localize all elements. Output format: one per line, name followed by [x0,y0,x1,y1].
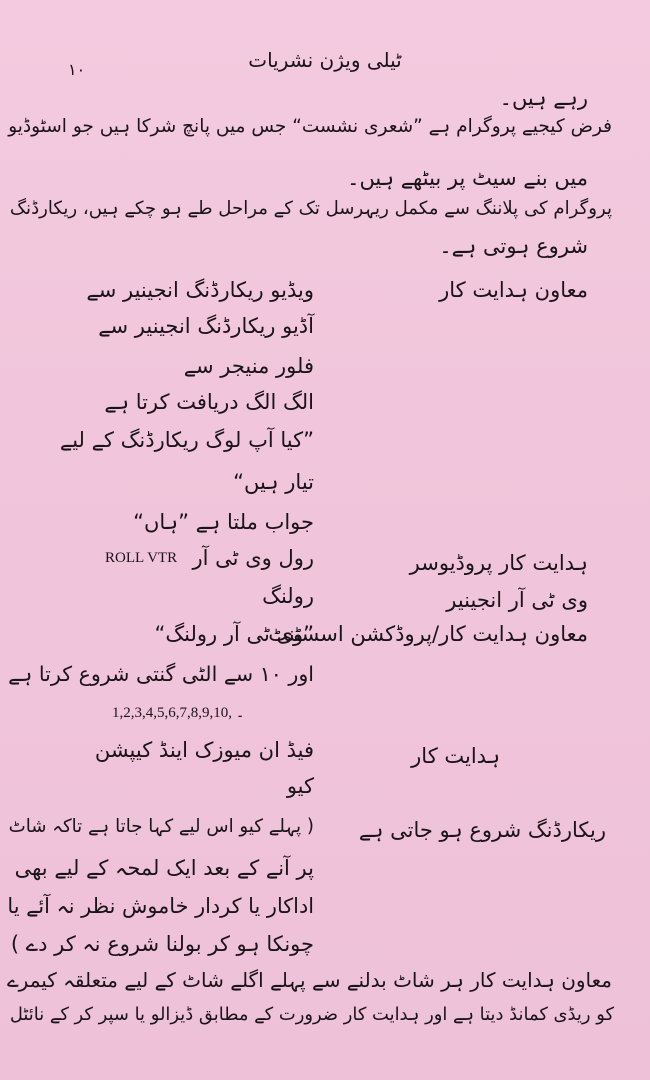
intro-line: میں بنے سیٹ پر بیٹھے ہیں۔ [347,166,588,190]
dialogue-line: فلور منیجر سے [183,354,314,378]
dialogue-line: فیڈ ان میوزک اینڈ کیپشن [94,738,314,762]
dialogue-line: جواب ملتا ہے ”ہاں“ [133,510,314,534]
dialogue-line: ویڈیو ریکارڈنگ انجینیر سے [86,278,314,302]
dialogue-line: آڈیو ریکارڈنگ انجینیر سے [98,314,314,338]
dialogue-latin: ROLL VTR [105,550,178,566]
dialogue-line: ”وی ٹی آر رولنگ“ [154,622,314,646]
dialogue-line: اداکار یا کردار خاموش نظر نہ آئے یا [7,894,314,918]
role-label: ہدایت کار [411,744,500,768]
role-label: ہدایت کار پروڈیوسر [409,551,588,575]
page-number: ۱۰ [68,60,86,79]
dialogue-line: رول وی ٹی آر [192,546,314,570]
closing-line: کو ریڈی کمانڈ دیتا ہے اور ہدایت کار ضرورت کے مطابق ڈیزالو یا سپر کر کے نائٹل [9,1004,614,1025]
dialogue-line: کیو [286,774,314,798]
count-sequence: 1,2,3,4,5,6,7,8,9,10, ۔ [112,705,245,721]
dialogue-line: پر آنے کے بعد ایک لمحہ کے لیے بھی [14,856,314,880]
dialogue-line: چونکا ہو کر بولنا شروع نہ کر دے ) [10,932,314,956]
role-label: معاون ہدایت کار/پروڈکشن اسسٹنٹ [268,622,588,646]
intro-line: شروع ہوتی ہے۔ [439,234,588,258]
dialogue-line: تیار ہیں“ [233,470,314,494]
role-label: وی ٹی آر انجینیر [446,588,588,612]
intro-line: پروگرام کی پلاننگ سے مکمل ریہرسل تک کے مراحل طے ہو چکے ہیں، ریکارڈنگ [9,198,612,219]
dialogue-line: ”کیا آپ لوگ ریکارڈنگ کے لیے [59,428,314,452]
dialogue-line: رولنگ [262,584,314,608]
dialogue-line: اور ۱۰ سے الٹی گنتی شروع کرتا ہے [8,662,314,686]
running-header: ٹیلی ویژن نشریات [248,48,402,72]
dialogue-line: ( پہلے کیو اس لیے کہا جاتا ہے تاکہ شاٹ [8,816,314,837]
role-label: ریکارڈنگ شروع ہو جاتی ہے [358,818,606,842]
intro-line: فرض کیجیے پروگرام ہے ”شعری نشست“ جس میں پانچ شرکا ہیں جو اسٹوڈیو [8,116,612,137]
closing-line: معاون ہدایت کار ہر شاٹ بدلنے سے پہلے اگلے شاٹ کے لیے متعلقہ کیمرے [6,968,612,992]
role-label: معاون ہدایت کار [439,278,588,302]
intro-line: رہے ہیں۔ [499,86,588,110]
dialogue-line: الگ الگ دریافت کرتا ہے [104,390,314,414]
